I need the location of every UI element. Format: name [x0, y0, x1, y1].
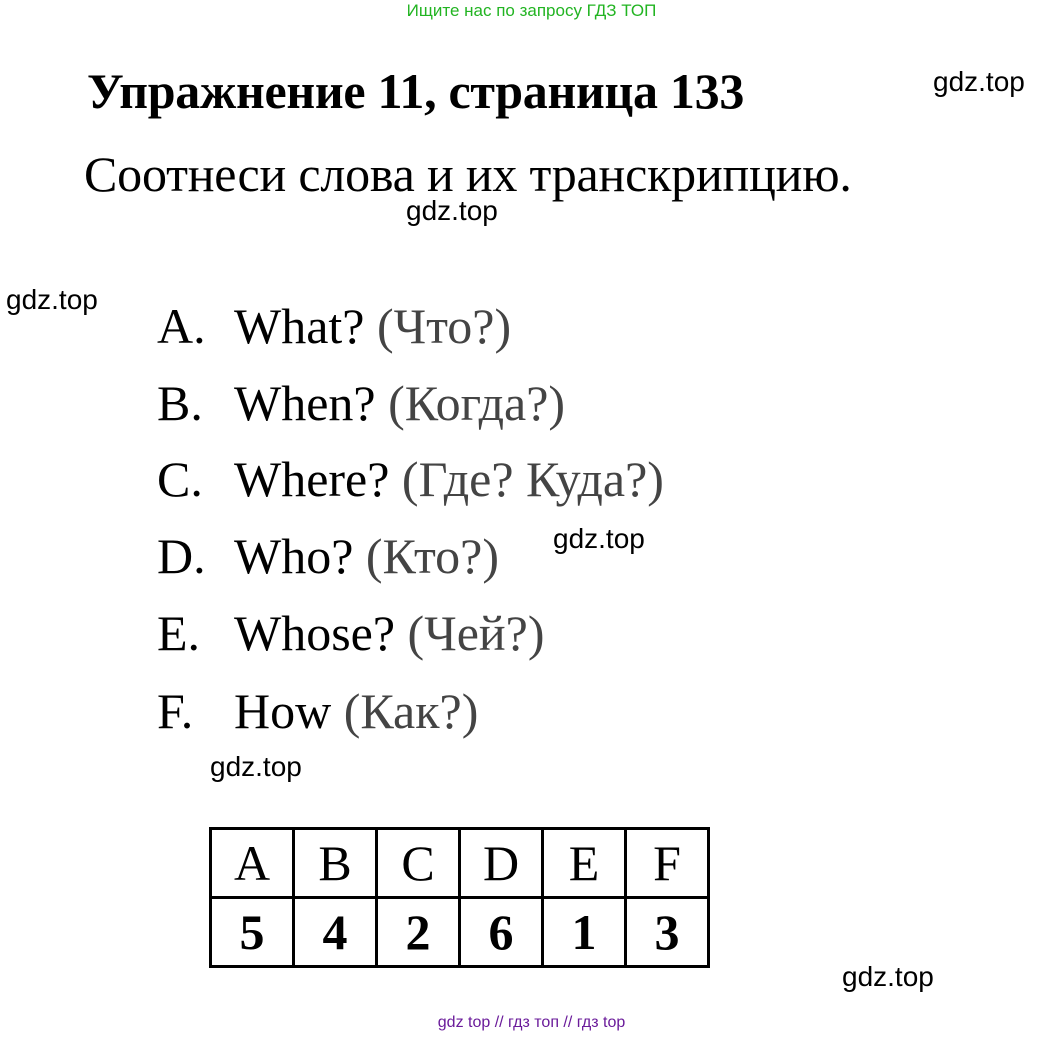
watermark: gdz.top: [933, 66, 1025, 97]
answer-value-cell: 2: [377, 898, 460, 967]
item-translation: (Чей?): [407, 605, 545, 661]
item-word: Whose?: [234, 605, 396, 661]
item-letter: B.: [157, 375, 203, 431]
watermark: gdz.top: [210, 751, 302, 782]
list-item: [157, 527, 499, 585]
answer-value-cell: 1: [543, 898, 626, 967]
item-translation: (Когда?): [388, 375, 566, 431]
footer-links[interactable]: gdz top // гдз топ // гдз top: [437, 1014, 626, 1031]
task-instruction: Соотнеси слова и их транскрипцию.: [84, 146, 852, 202]
watermark: gdz.top: [842, 961, 934, 992]
answer-header-cell: B: [294, 829, 377, 898]
item-translation: (Кто?): [365, 528, 500, 584]
item-word: How: [234, 683, 332, 739]
item-word: When?: [234, 375, 376, 431]
answer-header-cell: D: [460, 829, 543, 898]
item-letter: D.: [157, 528, 206, 584]
item-word: Where?: [234, 451, 390, 507]
answer-header-cell: A: [211, 829, 294, 898]
answer-header-cell: E: [543, 829, 626, 898]
page-title: Упражнение 11, страница 133: [87, 63, 745, 119]
answer-value-cell: 6: [460, 898, 543, 967]
search-banner: Ищите нас по запросу ГДЗ ТОП: [406, 1, 657, 20]
item-word: What?: [234, 298, 365, 354]
answer-value-cell: 4: [294, 898, 377, 967]
list-item: [157, 450, 664, 508]
answer-table-value-row: [211, 898, 709, 967]
list-item: [157, 297, 511, 355]
item-letter: C.: [157, 451, 203, 507]
list-item: [157, 374, 565, 432]
answer-value-cell: 3: [626, 898, 709, 967]
item-letter: F.: [157, 683, 194, 739]
item-letter: A.: [157, 298, 206, 354]
answer-header-cell: F: [626, 829, 709, 898]
answer-value-cell: 5: [211, 898, 294, 967]
item-translation: (Как?): [343, 683, 479, 739]
answer-table: [209, 827, 710, 968]
list-item: [157, 682, 478, 740]
item-translation: (Где? Куда?): [401, 451, 664, 507]
watermark: gdz.top: [6, 284, 98, 315]
item-translation: (Что?): [376, 298, 512, 354]
watermark: gdz.top: [406, 195, 498, 226]
watermark: gdz.top: [553, 523, 645, 554]
item-letter: E.: [157, 605, 201, 661]
item-word: Who?: [234, 528, 354, 584]
list-item: [157, 604, 545, 662]
answer-table-header-row: [211, 829, 709, 898]
answer-header-cell: C: [377, 829, 460, 898]
